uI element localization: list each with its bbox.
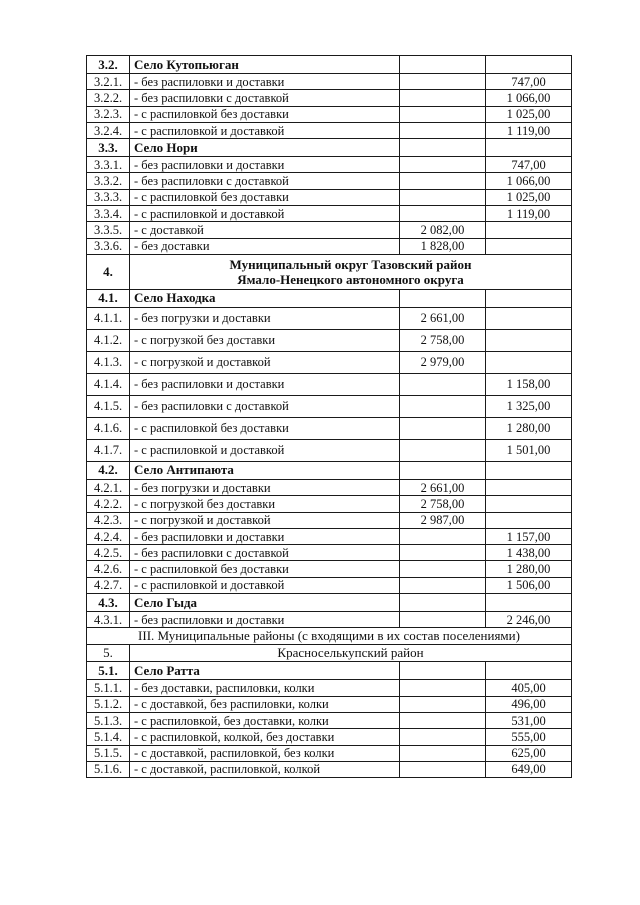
table-row — [87, 496, 572, 512]
section-row — [87, 662, 572, 680]
table-row — [87, 761, 572, 777]
row-description: - с погрузкой и доставкой — [130, 351, 400, 373]
value-cell-2: 625,00 — [486, 745, 572, 761]
table-row — [87, 106, 572, 122]
row-number: 4.1. — [87, 289, 130, 307]
row-description: - без распиловки с доставкой — [130, 545, 400, 561]
district-title-line-1: Муниципальный округ Тазовский район — [229, 256, 472, 272]
row-number: 4.2.6. — [87, 561, 130, 577]
value-cell-2: 1 280,00 — [486, 417, 572, 439]
row-number: 5.1.6. — [87, 761, 130, 777]
value-cell-1 — [400, 417, 486, 439]
row-number: 3.3.4. — [87, 206, 130, 222]
table-row — [87, 745, 572, 761]
value-cell-2: 1 119,00 — [486, 122, 572, 138]
value-cell-1 — [400, 439, 486, 461]
value-cell-1 — [400, 662, 486, 680]
table-row — [87, 206, 572, 222]
row-number: 4.2.4. — [87, 528, 130, 544]
row-description: - с распиловкой и доставкой — [130, 206, 400, 222]
value-cell-1 — [400, 729, 486, 745]
section-title: Село Нори — [130, 139, 400, 157]
value-cell-1 — [400, 545, 486, 561]
value-cell-2 — [486, 238, 572, 254]
row-number: 4.1.1. — [87, 307, 130, 329]
row-number: 3.3.6. — [87, 238, 130, 254]
district-title-line-2: Ямало-Ненецкого автономного округа — [237, 271, 464, 287]
value-cell-1 — [400, 206, 486, 222]
value-cell-2: 1 066,00 — [486, 90, 572, 106]
row-description: - без доставки, распиловки, колки — [130, 680, 400, 696]
row-description: - без распиловки с доставкой — [130, 395, 400, 417]
value-cell-1: 2 987,00 — [400, 512, 486, 528]
value-cell-1: 2 758,00 — [400, 329, 486, 351]
district-name: Красноселькупский район — [130, 645, 572, 662]
section-row — [87, 56, 572, 74]
value-cell-1 — [400, 680, 486, 696]
row-number: 3.3.5. — [87, 222, 130, 238]
row-number: 5. — [87, 645, 130, 662]
row-number: 4.2.7. — [87, 577, 130, 593]
value-cell-2 — [486, 139, 572, 157]
row-number: 4.1.2. — [87, 329, 130, 351]
value-cell-2 — [486, 329, 572, 351]
row-description: - с погрузкой без доставки — [130, 496, 400, 512]
table-row — [87, 351, 572, 373]
table-row — [87, 439, 572, 461]
table-row — [87, 479, 572, 495]
district-header-row — [87, 254, 572, 289]
value-cell-2: 747,00 — [486, 74, 572, 90]
part-title: III. Муниципальные районы (с входящими в их состав поселениями) — [87, 628, 572, 645]
value-cell-1: 2 758,00 — [400, 496, 486, 512]
row-description: - без распиловки и доставки — [130, 612, 400, 628]
table-row — [87, 238, 572, 254]
row-description: - без распиловки и доставки — [130, 74, 400, 90]
table-row — [87, 561, 572, 577]
value-cell-1 — [400, 577, 486, 593]
table-row — [87, 680, 572, 696]
value-cell-2: 1 119,00 — [486, 206, 572, 222]
table-row — [87, 222, 572, 238]
table-row — [87, 373, 572, 395]
row-description: - без погрузки и доставки — [130, 479, 400, 495]
row-number: 5.1. — [87, 662, 130, 680]
value-cell-1 — [400, 745, 486, 761]
value-cell-2: 1 157,00 — [486, 528, 572, 544]
row-number: 4.3. — [87, 594, 130, 612]
row-description: - с распиловкой без доставки — [130, 417, 400, 439]
table-row — [87, 189, 572, 205]
value-cell-1 — [400, 74, 486, 90]
value-cell-2: 1 025,00 — [486, 189, 572, 205]
value-cell-2 — [486, 662, 572, 680]
value-cell-1 — [400, 139, 486, 157]
value-cell-2 — [486, 56, 572, 74]
table-row — [87, 395, 572, 417]
value-cell-1 — [400, 696, 486, 712]
row-description: - с погрузкой и доставкой — [130, 512, 400, 528]
row-description: - без распиловки с доставкой — [130, 90, 400, 106]
value-cell-1 — [400, 173, 486, 189]
row-description: - без доставки — [130, 238, 400, 254]
row-number: 4.1.3. — [87, 351, 130, 373]
value-cell-1 — [400, 712, 486, 728]
value-cell-2: 1 066,00 — [486, 173, 572, 189]
row-number: 4.1.7. — [87, 439, 130, 461]
value-cell-1 — [400, 373, 486, 395]
row-description: - с распиловкой без доставки — [130, 561, 400, 577]
row-description: - с распиловкой и доставкой — [130, 439, 400, 461]
row-description: - с погрузкой без доставки — [130, 329, 400, 351]
value-cell-1 — [400, 106, 486, 122]
row-description: - без погрузки и доставки — [130, 307, 400, 329]
row-number: 5.1.3. — [87, 712, 130, 728]
table-row — [87, 90, 572, 106]
row-number: 5.1.1. — [87, 680, 130, 696]
tariff-table-body — [87, 56, 572, 778]
value-cell-2: 531,00 — [486, 712, 572, 728]
table-row — [87, 712, 572, 728]
row-number: 3.3.2. — [87, 173, 130, 189]
value-cell-1 — [400, 189, 486, 205]
section-row — [87, 139, 572, 157]
value-cell-1: 2 082,00 — [400, 222, 486, 238]
value-cell-2 — [486, 222, 572, 238]
row-number: 4.2.1. — [87, 479, 130, 495]
table-row — [87, 612, 572, 628]
row-number: 3.3.1. — [87, 157, 130, 173]
section-title: Село Находка — [130, 289, 400, 307]
value-cell-2: 2 246,00 — [486, 612, 572, 628]
row-description: - с доставкой, без распиловки, колки — [130, 696, 400, 712]
value-cell-2: 405,00 — [486, 680, 572, 696]
row-number: 3.2.1. — [87, 74, 130, 90]
section-row — [87, 594, 572, 612]
row-number: 5.1.4. — [87, 729, 130, 745]
table-row — [87, 512, 572, 528]
row-number: 3.2.2. — [87, 90, 130, 106]
table-row — [87, 157, 572, 173]
row-description: - с распиловкой, колкой, без доставки — [130, 729, 400, 745]
row-number: 3.2.3. — [87, 106, 130, 122]
value-cell-2: 1 438,00 — [486, 545, 572, 561]
row-description: - с доставкой, распиловкой, без колки — [130, 745, 400, 761]
row-description: - с распиловкой без доставки — [130, 106, 400, 122]
row-number: 3.2. — [87, 56, 130, 74]
row-number: 4.1.4. — [87, 373, 130, 395]
value-cell-1 — [400, 157, 486, 173]
value-cell-2 — [486, 594, 572, 612]
row-description: - с доставкой, распиловкой, колкой — [130, 761, 400, 777]
row-number: 3.2.4. — [87, 122, 130, 138]
row-number: 4.1.5. — [87, 395, 130, 417]
value-cell-2: 1 501,00 — [486, 439, 572, 461]
row-number: 4.2.3. — [87, 512, 130, 528]
row-description: - с распиловкой, без доставки, колки — [130, 712, 400, 728]
table-row — [87, 729, 572, 745]
value-cell-1 — [400, 612, 486, 628]
value-cell-1 — [400, 561, 486, 577]
row-number: 4.1.6. — [87, 417, 130, 439]
table-row — [87, 122, 572, 138]
value-cell-1 — [400, 594, 486, 612]
table-row — [87, 577, 572, 593]
table-row — [87, 307, 572, 329]
table-row — [87, 528, 572, 544]
value-cell-1 — [400, 461, 486, 479]
row-number: 3.3.3. — [87, 189, 130, 205]
row-number: 4. — [87, 254, 130, 289]
row-description: - без распиловки с доставкой — [130, 173, 400, 189]
row-description: - без распиловки и доставки — [130, 528, 400, 544]
value-cell-2 — [486, 351, 572, 373]
value-cell-1 — [400, 395, 486, 417]
value-cell-2: 1 506,00 — [486, 577, 572, 593]
section-title: Село Гыда — [130, 594, 400, 612]
table-row — [87, 417, 572, 439]
row-description: - с распиловкой и доставкой — [130, 122, 400, 138]
row-description: - без распиловки и доставки — [130, 373, 400, 395]
value-cell-1 — [400, 528, 486, 544]
row-description: - с распиловкой и доставкой — [130, 577, 400, 593]
row-number: 4.3.1. — [87, 612, 130, 628]
section-title: Село Антипаюта — [130, 461, 400, 479]
value-cell-2 — [486, 461, 572, 479]
section-title: Село Ратта — [130, 662, 400, 680]
table-row — [87, 545, 572, 561]
value-cell-2: 555,00 — [486, 729, 572, 745]
part-header-row — [87, 628, 572, 645]
value-cell-1: 1 828,00 — [400, 238, 486, 254]
table-row — [87, 74, 572, 90]
table-row — [87, 696, 572, 712]
value-cell-2: 747,00 — [486, 157, 572, 173]
row-description: - с распиловкой без доставки — [130, 189, 400, 205]
value-cell-1 — [400, 761, 486, 777]
value-cell-2 — [486, 512, 572, 528]
value-cell-2 — [486, 496, 572, 512]
row-number: 5.1.2. — [87, 696, 130, 712]
value-cell-2: 1 280,00 — [486, 561, 572, 577]
value-cell-2: 1 325,00 — [486, 395, 572, 417]
row-number: 4.2. — [87, 461, 130, 479]
value-cell-2 — [486, 479, 572, 495]
row-description: - с доставкой — [130, 222, 400, 238]
row-description: - без распиловки и доставки — [130, 157, 400, 173]
value-cell-1 — [400, 56, 486, 74]
section-row — [87, 289, 572, 307]
value-cell-2: 496,00 — [486, 696, 572, 712]
value-cell-1 — [400, 90, 486, 106]
row-number: 4.2.5. — [87, 545, 130, 561]
value-cell-1: 2 979,00 — [400, 351, 486, 373]
value-cell-2: 1 025,00 — [486, 106, 572, 122]
district-row — [87, 645, 572, 662]
value-cell-1 — [400, 122, 486, 138]
value-cell-2: 649,00 — [486, 761, 572, 777]
value-cell-2 — [486, 289, 572, 307]
row-number: 5.1.5. — [87, 745, 130, 761]
table-row — [87, 173, 572, 189]
value-cell-2: 1 158,00 — [486, 373, 572, 395]
row-number: 3.3. — [87, 139, 130, 157]
table-row — [87, 329, 572, 351]
value-cell-2 — [486, 307, 572, 329]
district-title — [130, 254, 572, 289]
value-cell-1: 2 661,00 — [400, 307, 486, 329]
value-cell-1: 2 661,00 — [400, 479, 486, 495]
section-row — [87, 461, 572, 479]
value-cell-1 — [400, 289, 486, 307]
row-number: 4.2.2. — [87, 496, 130, 512]
tariff-table — [86, 55, 572, 778]
section-title: Село Кутопьюган — [130, 56, 400, 74]
